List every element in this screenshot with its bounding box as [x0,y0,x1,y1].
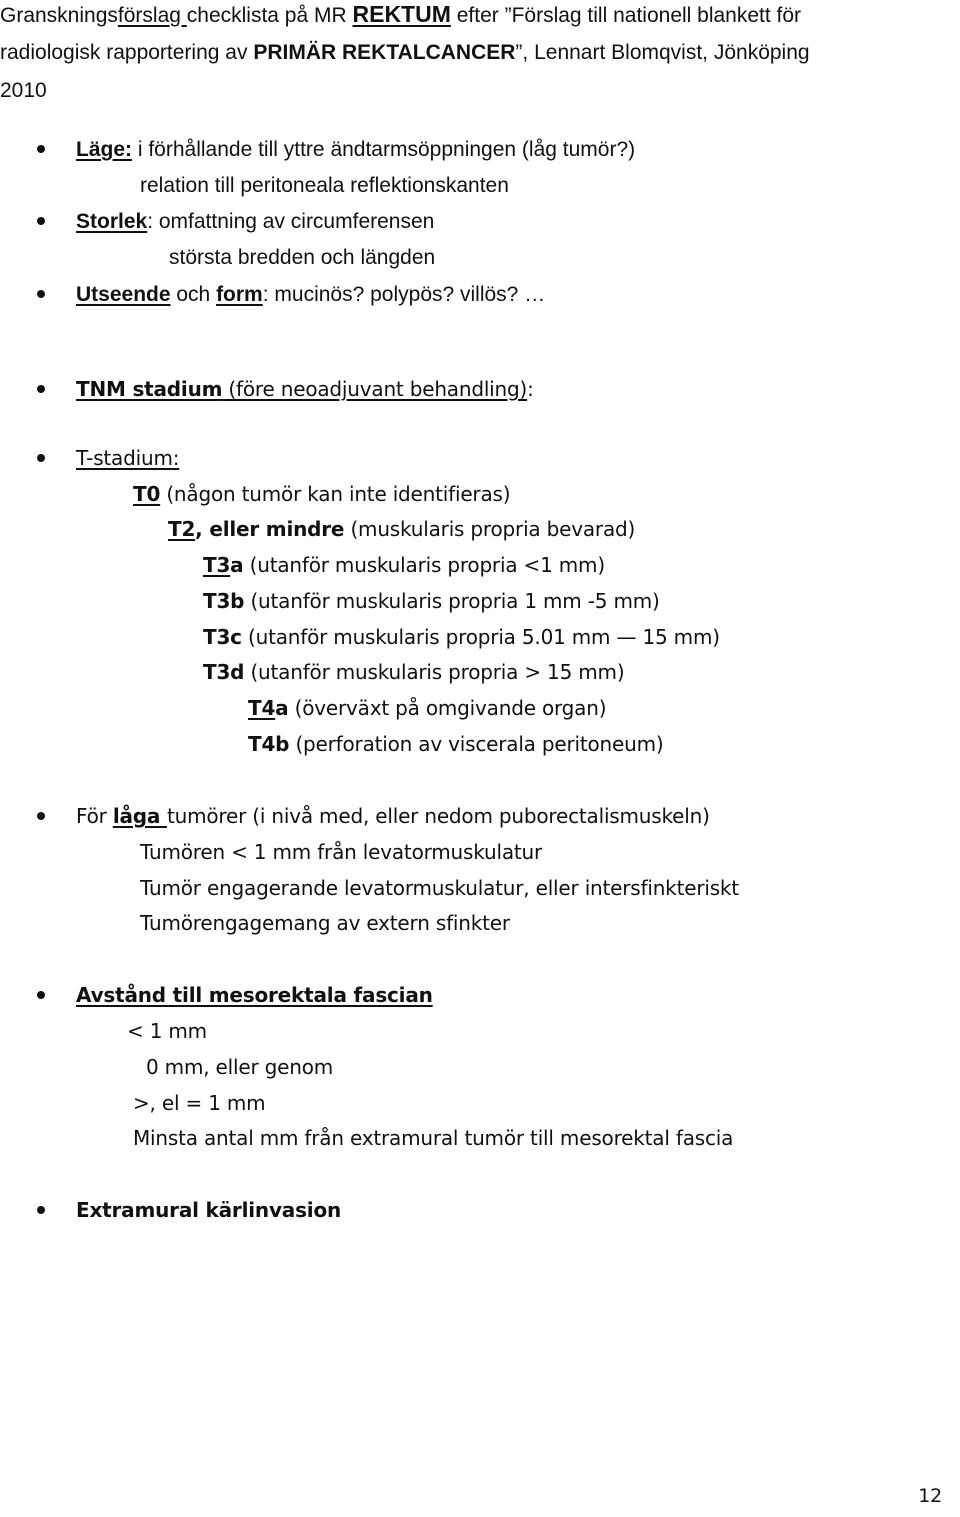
t4a-text: (överväxt på omgivande organ) [288,696,607,720]
section-laga [76,806,710,826]
utseende-mid: och [170,283,217,306]
section-lage [76,139,635,160]
t3b-label: T3b [203,589,245,613]
t4a-row [248,698,606,718]
t0-text: (någon tumör kan inte identifieras) [160,482,511,506]
section-storlek [76,211,434,232]
t4b-label: T4b [248,732,290,756]
laga-label: låga [112,804,167,828]
t0-row [133,484,510,504]
lage-sub: relation till peritoneala reflektionskanten [140,174,509,197]
extramural-label: Extramural kärlinvasion [76,1198,342,1222]
header-primar: PRIMÄR REKTALCANCER [253,41,516,64]
t2-row [168,519,635,539]
header-line-1 [0,3,801,26]
laga-item: Tumör engagerande levatormuskulatur, eller intersfinkteriskt [140,876,739,900]
header-line-2 [0,42,810,63]
t3b-text: (utanför muskularis propria 1 mm -5 mm) [244,589,660,613]
t3a-label: T3 [203,553,231,577]
laga-item: Tumören < 1 mm från levatormuskulatur [140,840,543,864]
t3b-row [203,591,660,611]
lage-text: i förhållande till yttre ändtarmsöppningen (låg tumör?) [132,138,636,161]
storlek-label: Storlek [76,210,148,233]
bullet-icon [37,290,45,298]
t3d-text: (utanför muskularis propria > 15 mm) [244,660,625,684]
t3d-row [203,662,624,682]
t4a-bold: a [275,696,289,720]
laga-text: tumörer (i nivå med, eller nedom puborectalismuskeln) [166,804,710,828]
avstand-item: < 1 mm [127,1019,207,1043]
t2-bold: , eller mindre [195,517,345,541]
bullet-icon [37,145,45,153]
bullet-icon [37,217,45,225]
form-label: form [216,283,263,306]
avstand-item: Minsta antal mm från extramural tumör till mesorektal fascia [133,1126,734,1150]
tnm-colon: : [527,377,534,401]
t0-label: T0 [133,482,161,506]
laga-pre: För [76,804,113,828]
bullet-icon [37,812,45,820]
t4b-row [248,734,664,754]
t2-text: (muskularis propria bevarad) [344,517,636,541]
avstand-label: Avstånd till mesorektala fascian [76,983,433,1007]
utseende-label: Utseende [76,283,171,306]
header-text: Gransknings [0,4,118,27]
t3a-row [203,555,605,575]
header-rektum: REKTUM [352,1,451,27]
lage-label: Läge: [76,138,133,161]
section-utseende [76,284,545,305]
t3d-label: T3d [203,660,245,684]
section-tnm [76,379,534,399]
avstand-item: >, el = 1 mm [133,1091,266,1115]
header-line-3: 2010 [0,79,47,102]
storlek-text: : omfattning av circumferensen [147,210,435,233]
t3a-bold: a [230,553,244,577]
t3c-label: T3c [203,625,242,649]
bullet-icon [37,1206,45,1214]
header-text: efter ”Förslag till nationell blankett för [450,4,802,27]
page-number: 12 [918,1485,942,1507]
bullet-icon [37,454,45,462]
header-text: checklista på MR [186,4,353,27]
tnm-text: (före neoadjuvant behandling) [222,377,528,401]
avstand-item: 0 mm, eller genom [146,1055,334,1079]
tnm-label: TNM stadium [76,377,223,401]
t3a-text: (utanför muskularis propria <1 mm) [243,553,605,577]
t4a-label: T4 [248,696,276,720]
t3c-row [203,627,720,647]
header-underlined-word: förslag [117,4,187,27]
bullet-icon [37,991,45,999]
laga-item: Tumörengagemang av extern sfinkter [140,911,510,935]
utseende-text: : mucinös? polypös? villös? … [262,283,546,306]
bullet-icon [37,385,45,393]
t4b-text: (perforation av viscerala peritoneum) [289,732,664,756]
header-text: radiologisk rapportering av [0,41,254,64]
t2-label: T2 [168,517,196,541]
header-text: ”, Lennart Blomqvist, Jönköping [515,41,810,64]
t3c-text: (utanför muskularis propria 5.01 mm — 15 mm) [241,625,720,649]
storlek-sub: största bredden och längden [169,246,436,269]
tstadium-label: T-stadium: [76,446,180,470]
